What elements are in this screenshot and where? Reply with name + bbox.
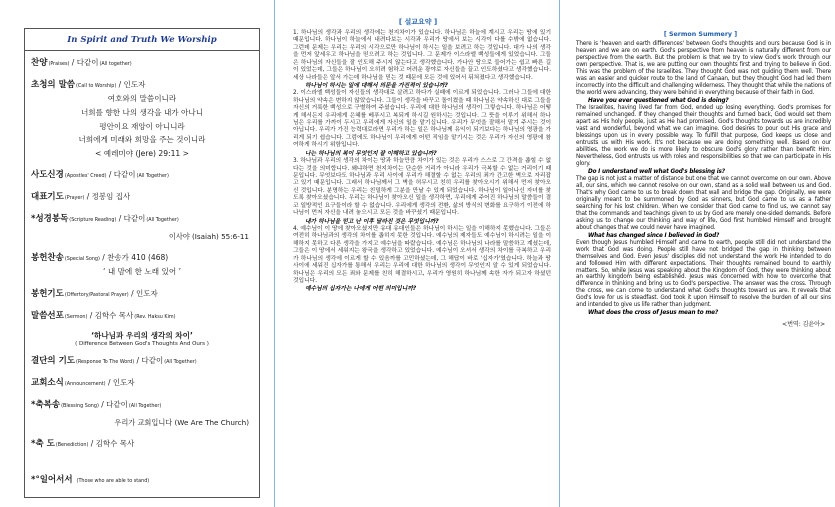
worship-header: In Spirit and Truth We Worship xyxy=(25,33,259,51)
order-item-stand-note: *°일어서서 (Those who are able to stand) xyxy=(31,474,150,485)
page-divider xyxy=(559,0,560,507)
order-item-offertory-prayer: 봉헌기도 (Offertory/Pastoral Prayer) / 인도자 xyxy=(31,288,158,299)
korean-question: 나는 하나님의 복이 무엇인지 잘 이해하고 있습니까? xyxy=(305,150,437,157)
order-of-worship-page xyxy=(0,0,268,507)
order-item-blessing-song: *축복송 (Blessing Song) / 다같이 (All Together) xyxy=(31,399,162,410)
english-paragraph: There is 'heaven and earth differences' between God's thoughts and ours because God is in heaven and we are on earth. God's perspective from heaven is naturally different from our perspective from the earth. But the problem is that we try to view God's work through our own perspective. That is, we are putting our own thoughts first and trying to believe in God. This was the problem of the Israelites. They thought God was not guiding them well. There was an easier and quicker route to the land of Canaan, but they thought God had led them incorrectly into the difficult and challenging wilderness. They thought that while the nations of the world were advancing, they were behind in everything because of their faith in God. xyxy=(576,41,831,96)
korean-question: 내가 하나님을 믿고 난 이후 달라진 것은 무엇입니까? xyxy=(305,218,439,225)
order-item-response: 결단의 기도 (Response To The Word) / 다같이 (All Together) xyxy=(31,355,197,366)
english-question: Do I understand well what God's blessing is? xyxy=(588,168,725,175)
page-divider xyxy=(274,0,275,507)
korean-question: 하나님이 하시는 일에 대해서 의문을 가진적이 있습니까? xyxy=(305,82,448,89)
order-item-apostles-creed: 사도신경 (Apostles' Creed) / 다같이 (All Together) xyxy=(31,169,169,180)
order-item-prayer: 대표기도 (Prayer) / 정봉임 집사 xyxy=(31,191,131,202)
english-summary-page xyxy=(566,0,835,507)
order-item-benediction: *축 도 (Benediction) / 김학수 목사 xyxy=(31,438,135,449)
english-question: What has changed since I believed in God? xyxy=(588,232,720,239)
english-paragraph: The gap is not just a matter of distance but one that we cannot overcome on our own. Above all, our sins, which we cannot resolve on our own, stand as a solid wall between us and God. That's why God came to us to break down that wall and bridge the gap. Originally, we were originally meant to be summoned by God as sinners, but God came to us as a father searching for his lost children. When we consider that God came to find us, we cannot say that the commands and teachings given to us by God are merely one-sided demands. Before asking us to change our thinking and way of life, God first humbled Himself and brought about changes that we could never have imagined. xyxy=(576,175,831,231)
scripture-reference: 이사야 (Isaiah) 55:6-11 xyxy=(168,231,249,241)
korean-summary-title: [ 설교요약 ] xyxy=(398,18,438,26)
order-item-praises: 찬양 (Praises) / 다같이 (All together) xyxy=(31,58,132,68)
order-of-worship-box xyxy=(24,28,260,498)
english-summary-title: [ Sermon Summery ] xyxy=(663,31,738,38)
korean-paragraph: 4. 예수님이 이 땅에 찾아오셨지만 유대 유대인들은 하나님이 하시는 일을 이해하지 못했습니다. 그들은 여전히 하나님과의 생각의 차이를 좁히지 못한 것입니다. 예수님의 제자들도 예수님이 하시려는 일을 이해하지 못하고 다른 생각을 가지고 예수님을 따랐습니다. 예수님은 하나님의 나라를 말씀하고 계셨는데, 그들은 이 땅에서 세워지는 왕국을 생각하고 있었습니다. 예수님이 오셔서 생각의 차이를 극복하고 우리가 하나님의 생각에 이르게 할 수 있음까를 고민하셨는데, 그 해답이 바로 '십자가'였습니다. 하늘과 땅 사이에 세워진 십자가를 통해서 우리는 우리에 대한 하나님의 생각이 무엇인지 알 수 있게 되었습니다. 하나님은 우리의 모든 죄와 문제를 친히 해결하시고, 우리가 영원히 하나님께 속한 자가 되고자 하셨던 것입니다. xyxy=(293,225,551,284)
english-question: What does the cross of Jesus mean to me? xyxy=(588,310,718,317)
translator-signature: <번역: 김윤아> xyxy=(782,321,825,329)
korean-summary-page xyxy=(283,0,553,507)
church-song-title: 우리가 교회입니다 (We Are The Church) xyxy=(114,417,249,427)
call-verse: 여호와의 말씀이니라 너희를 향한 나의 생각을 내가 아나니 평안이요 재앙이 아니니라 너희에게 미래와 희망을 주는 것이니라 < 예레미야 (Jere) 29:11 > xyxy=(78,94,206,159)
english-paragraph: Even though Jesus humbled Himself and came to earth, people still did not understand the work that God was doing. People still have not bridged the gap in thinking between themselves and God. Even Jesus' disciples did not understand the work He intended to do and followed Him with different expectations. Their thoughts remained bound to earthly matters. So, while Jesus was speaking about the Kingdom of God, they were thinking about an earthly kingdom being established. Jesus was concerned with how to overcome that difference in thinking and bring us to God's perspective. The answer was the cross. Through the cross, we can come to understand what God's thoughts toward us are. It reveals that God's love for us is steadfast. God took it upon Himself to resolve the burden of all our sins and intended to give us life rather than judgment. xyxy=(576,239,831,309)
korean-question: 예수님의 십자가는 나에게 어떤 의미입니까? xyxy=(305,286,417,293)
korean-summary-body xyxy=(283,30,553,294)
order-item-scripture-reading: *성경봉독 (Scripture Reading) / 다같이 (All Together) xyxy=(31,213,179,224)
order-item-special-song: 봉헌찬송 (Special Song) / 찬송가 410 (468) xyxy=(31,252,169,263)
sermon-subtitle: ( Difference Between God's Thoughts And Ours ) xyxy=(75,340,209,347)
order-item-call-to-worship: 초청의 말씀 (Call to Worship) / 인도자 xyxy=(31,80,146,90)
english-question: Have you ever questioned what God is doing? xyxy=(588,97,729,104)
korean-paragraph: 1. 하나님의 생각과 우리의 생각에는 천지차이가 있습니다. 하나님은 하늘에 계시고 우리는 땅에 있기 때문입니다. 하나님이 하늘에서 내려다보는 시각과 우리가 땅에서 보는 시각이 다를 수밖에 없습니다. 그런데 문제는 우리는 우리의 시각으로만 하나님이 하시는 일을 보려고 하는 것입니다. 대가 나의 생각을 먼저 앞세우고 하나님을 믿으려고 하는 것입니다. 그 문제가 이스라엘 백성들에게 있었습니다. 그들은 하나님의 자신들을 잘 인도해 주시지 않는다고 생각했습니다. 가나안 땅으로 들어가는 쉽고 빠른 길이 있었는데, 그들은 하나님이 오히려 험하고 어려운 광야로 자신들을 끌고 인도하셨다고 생각했습니다. 세상 나라들은 앞서 가는데 하나님을 믿는 것 때문에 모든 것에 있어서 뒤쳐졌다고 생각했습니다. xyxy=(293,30,551,81)
english-summary-body xyxy=(566,41,835,328)
english-paragraph: The Israelites, having lived far from God, ended up losing everything. God's promises for remained unchanged. If they changed their thoughts and turned back, God would set them apart as His holy people, just as He had promised. God's thoughts towards us are incredibly vast and wonderful, beyond what we can imagine. God desires to pour out His grace and blessings upon us in every possible way. To fulfill that purpose, God keeps us close and entrusts us with His work. It's not because we are doing something well. Based on our abilities, the work we do is more likely to obscure God's glory rather than benefit Him. Nevertheless, God entrusts us with roles and responsibilities so that we can participate in His glory. xyxy=(576,104,831,167)
korean-paragraph: 2. 이스라엘 백성들이 자신들의 생각대로 살려고 하다가 실패에 이르게 되었습니다. 그러나 그들에 대한 하나님의 약속은 변하지 않았습니다. 그들이 생각을 바꾸고 돌이켰을 때 하나님은 약속하신 대로 그들을 자신의 거룩한 백성으로 구별하여 주셨습니다. 우리에 대한 하나님의 생각이 그렇습니다. 하나님은 어떻게 해서든지 우리에게 은혜를 베푸시고 복되게 하시길 원하시는 것입니다. 그 뜻을 이루기 위해서 하나님은 우리를 가까이 두시고 우리에게 자신의 일을 맡기십니다. 우리가 무엇을 잘해서 맡겨 주시는 것이 아닙니다. 우리가 가진 능력대로라면 우리가 하는 일은 하나님께 유익이 되기보다는 하나님의 영광을 가리게 되기 쉽습니다. 그럼에도 하나님이 우리에게 어떤 직임을 맡기시는 것은 우리가 자신의 영광에 참여하게 하시기 위함입니다. xyxy=(293,90,551,149)
special-song-title: ‘ 내 맘에 한 노래 있어 ’ xyxy=(103,266,181,276)
sermon-title: ‘하나님과 우리의 생각의 차이’ xyxy=(91,330,193,340)
order-item-sermon: 말씀선포 (Sermon) / 김학수 목사 (Rev. Haksu Kim) xyxy=(31,310,176,321)
order-item-announcement: 교회소식 (Announcement) / 인도자 xyxy=(31,377,135,388)
korean-paragraph: 3. 하나님과 우리의 생각의 차이는 땅과 하늘만큼 차이가 있는 것은 우리가 스스로 그 간격을 좁힐 수 없다는 것을 의미합니다. 왜냐하면 천지차이는 단순한 거리가 아니라 우리가 극복할 수 없는 거리이기 때문입니다. 무엇보다도 하나님과 우리 사이에 우리가 해결할 수 없는 우리의 죄가 간고한 벽으로 자리잡고 있기 때문입니다. 그래서 하나님께서 그 벽을 허무시고 친히 우리를 찾아오시기 위해서 먼저 찾아오신 것입니다. 분명하는 우리는 친밀하게 그분을 만날 수 있게 되었습니다. 하나님이 일어나신 자녀를 찾도록 찾아오셨습니다. 우리는 하나님이 찾아오신 일을 생각하면, 우리에게 주어진 하나님의 말씀들이 결코 일방적인 요구들이라 할 수 없습니다. 우리에게 생각의 전환, 삶의 방식의 변화를 요구하기 이전에 하나님이 먼저 자신을 내려 놓으시고 모든 것을 바꾸셨기 때문입니다. xyxy=(293,158,551,217)
